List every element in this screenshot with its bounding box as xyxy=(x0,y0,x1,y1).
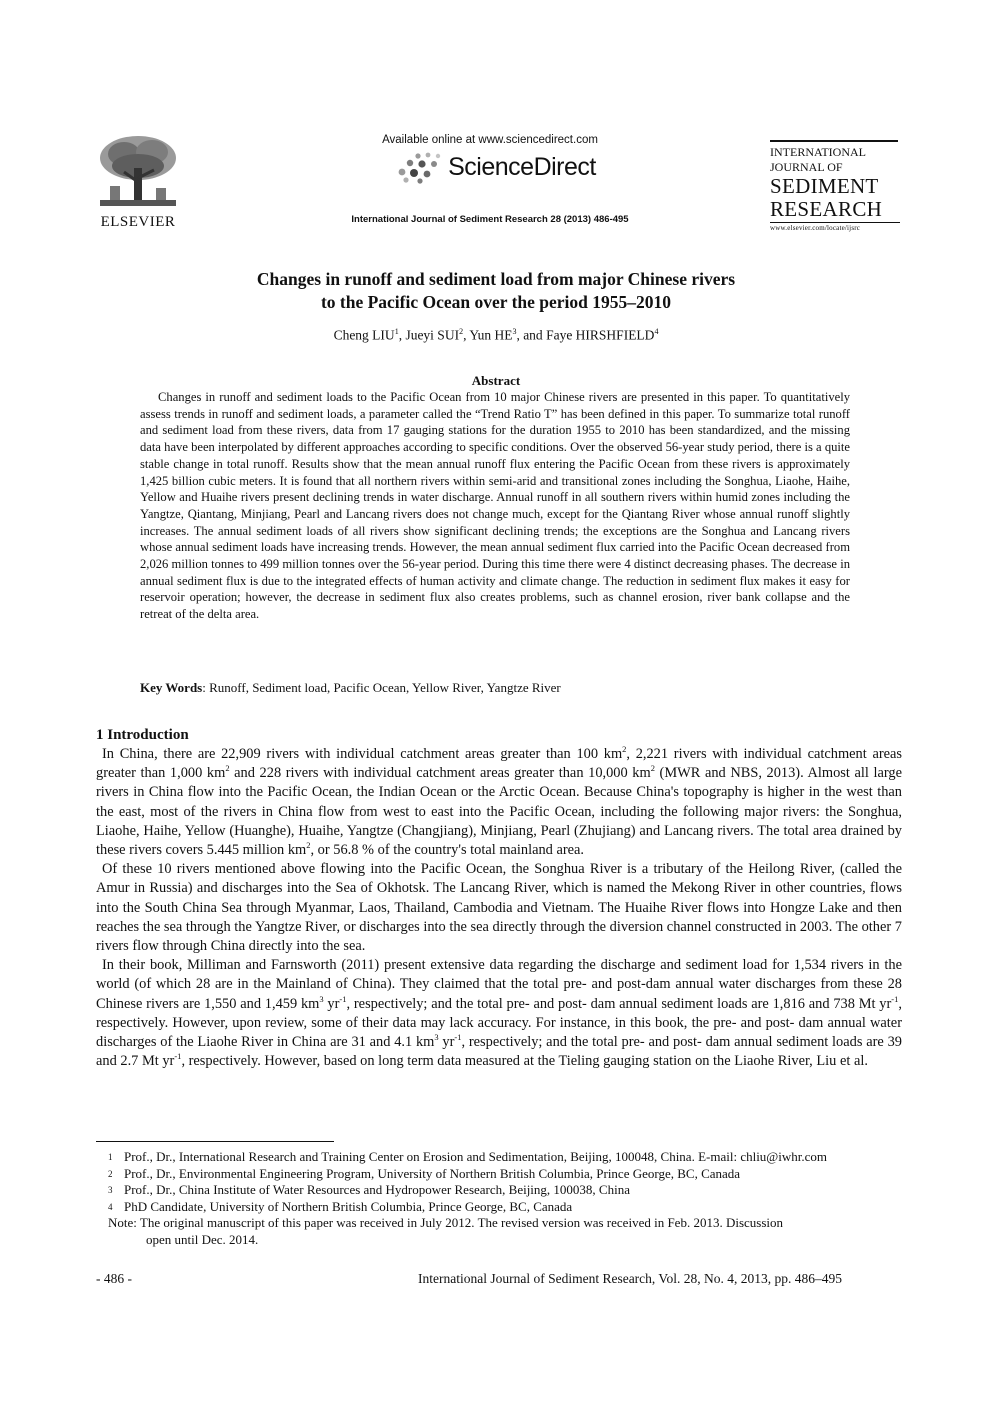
author-affiliation-mark: 3 xyxy=(512,327,517,336)
author-separator: , xyxy=(463,327,470,343)
superscript: 2 xyxy=(622,744,627,755)
superscript: 2 xyxy=(650,763,655,774)
text-run: yr xyxy=(438,1034,455,1051)
manuscript-note: Note: The original manuscript of this paper was received in July 2012. The revised version was received in Feb. 2013. Discussion xyxy=(108,1215,784,1231)
footnote-number: 3 xyxy=(108,1185,113,1196)
text-run: , respectively; and the total pre- and post- dam annual sediment loads are 1,816 and 738 Mt yr xyxy=(346,995,892,1012)
footnote-text: PhD Candidate, University of Northern British Columbia, Prince George, BC, Canada xyxy=(124,1198,573,1214)
author-name: Faye HIRSHFIELD xyxy=(546,327,655,343)
keywords-list: : Runoff, Sediment load, Pacific Ocean, Yellow River, Yangtze River xyxy=(202,680,561,695)
journal-citation: International Journal of Sediment Research, Vol. 28, No. 4, 2013, pp. 486–495 xyxy=(418,1271,842,1286)
paragraph: Of these 10 rivers mentioned above flowing into the Pacific Ocean, the Songhua River is a tributary of the Heilong River, (called the Amur in Russia) and discharges into the Sea of Okhotsk. The Lancang River, which is named the Mekong River in other countries, flows into the South China Sea through Myanmar, Laos, Thailand, Cambodia and Vietnam. The Huaihe River flows into Hongze Lake and then reaches the sea through the Yangtze River, or discharges into the sea directly through the diversion channel constructed in 2003. The other 7 rivers flow through China directly into the sea. xyxy=(96,861,902,955)
author-affiliation-mark: 1 xyxy=(394,327,399,336)
text-run: , respectively. However, upon review, some of their data may lack accuracy. For instance, in this book, the pre- and post- dam annual water discharges of the Liaohe River in China are 31 and 4.1 km xyxy=(96,995,902,1051)
journal-logo-line4: RESEARCH xyxy=(770,197,883,221)
footnote-number: 2 xyxy=(108,1168,113,1179)
text-run: , respectively. However, based on long term data measured at the Tieling gauging station on the Liaohe River, Liu et al. xyxy=(181,1053,868,1070)
manuscript-note-continued: open until Dec. 2014. xyxy=(146,1231,259,1247)
footnote-text: Prof., Dr., China Institute of Water Resources and Hydropower Research, Beijing, 100038, China xyxy=(124,1182,630,1198)
author-separator: , xyxy=(398,327,406,343)
sciencedirect-dots-icon xyxy=(384,150,448,184)
page-number: - 486 - xyxy=(96,1271,132,1286)
superscript: -1 xyxy=(174,1051,182,1062)
footnote-number: 1 xyxy=(108,1152,113,1162)
text-run: , or 56.8 % of the country's total mainland area. xyxy=(310,842,585,859)
elsevier-tree-icon xyxy=(94,132,182,212)
sciencedirect-logo[interactable] xyxy=(330,150,650,184)
keywords xyxy=(140,680,850,696)
sciencedirect-block xyxy=(330,134,650,184)
journal-logo[interactable] xyxy=(770,140,900,232)
sciencedirect-wordmark: ScienceDirect xyxy=(448,152,596,181)
superscript: -1 xyxy=(891,993,899,1004)
text-run: , 2,221 rivers with individual catchment areas greater than 1,000 km xyxy=(96,746,902,782)
title-line-1: Changes in runoff and sediment load from major Chinese rivers xyxy=(256,269,736,289)
superscript: 3 xyxy=(319,993,324,1004)
text-run: , respectively; and the total pre- and post- dam annual sediment loads are 39 and 2.7 Mt yr xyxy=(96,1034,902,1070)
title-line-2: to the Pacific Ocean over the period 1955–2010 xyxy=(320,292,672,312)
footnote-divider xyxy=(96,1141,334,1142)
author-name: Cheng LIU xyxy=(333,327,395,343)
text-run: In their book, Milliman and Farnsworth (2011) present extensive data regarding the discharge and sediment load for 1,534 rivers in the world (of which 28 are in the Mainland of China). They claimed that the total pre- and post-dam annual water discharges from these 28 Chinese rivers are 1,550 and 1,459 km xyxy=(96,957,902,1012)
paragraph xyxy=(96,956,902,1071)
author-separator: , and xyxy=(516,327,547,343)
elsevier-logo[interactable] xyxy=(90,132,186,231)
section-heading-introduction: 1 Introduction xyxy=(96,727,189,743)
abstract-heading: Abstract xyxy=(471,373,521,388)
body-text xyxy=(96,745,902,1071)
footnotes xyxy=(108,1149,898,1249)
footnote xyxy=(108,1182,898,1199)
journal-reference-line: International Journal of Sediment Research 28 (2013) 486-495 xyxy=(351,214,629,225)
author-name: Jueyi SUI xyxy=(405,327,460,343)
text-run: yr xyxy=(323,995,340,1012)
superscript: 3 xyxy=(434,1032,439,1043)
elsevier-wordmark: ELSEVIER xyxy=(100,214,176,230)
superscript: -1 xyxy=(454,1032,462,1043)
footnote xyxy=(108,1199,898,1216)
author-list xyxy=(100,327,892,344)
journal-logo-line3: SEDIMENT xyxy=(770,174,879,198)
abstract-text: Changes in runoff and sediment loads to the Pacific Ocean from 10 major Chinese rivers are presented in this paper. To quantitatively assess trends in runoff and sediment loads, a parameter called the “Trend Ratio T” has been defined in this paper. To summarize total runoff and sediment load from these rivers, data from 17 gauging stations for the duration 1955 to 2010 has been standardized, and the missing data have been interpolated by different approaches according to specific conditions. Over the observed 56-year study period, there is a quite stable change in total runoff. Results show that the mean annual runoff flux entering the Pacific Ocean from these rivers is approximately 1,425 billion cubic meters. It is found that all northern rivers within semi-arid and transitional zones including the Songhua, Liaohe, Haihe, Yellow and Huaihe rivers present declining trends in water discharge. Annual runoff in all southern rivers within humid zones including the Yangtze, Qiantang, Minjiang, Pearl and Lancang rivers does not change much, except for the Qiantang River whose annual runoff slightly increases. The annual sediment loads of all rivers show significant declining trends; the exceptions are the Songhua and Lancang rivers whose annual sediment loads have increasing trends. However, the mean annual sediment flux carried into the Pacific Ocean decreased from 2,026 million tonnes to 499 million tonnes over the 56-year period. During this time there were 4 distinct decreasing phases. The decrease in annual sediment flux is due to the integrated effects of human activity and climate change. The reduction in sediment flux makes it easy for reservoir operation; however, the decrease in sediment flux also creates problems, such as channel erosion, river bank collapse and the retreat of the delta area. xyxy=(140,390,850,622)
keywords-label: Key Words xyxy=(140,680,203,695)
superscript: 2 xyxy=(306,840,311,851)
author-affiliation-mark: 4 xyxy=(654,327,659,336)
paragraph xyxy=(96,745,902,860)
journal-logo-url[interactable]: www.elsevier.com/locate/ijsrc xyxy=(770,222,900,232)
text-run: and 228 rivers with individual catchment areas greater than 10,000 km xyxy=(229,765,651,782)
text-run: In China, there are 22,909 rivers with individual catchment areas greater than 100 km xyxy=(102,746,623,762)
author-name: Yun HE xyxy=(469,327,513,343)
footnote xyxy=(108,1149,898,1166)
journal-logo-line1: INTERNATIONAL xyxy=(770,145,866,159)
footnote-text: Prof., Dr., Environmental Engineering Program, University of Northern British Columbia, Prince George, BC, Canada xyxy=(124,1165,741,1181)
superscript: 2 xyxy=(225,763,230,774)
journal-logo-line2: JOURNAL OF xyxy=(770,160,843,174)
available-online-text[interactable]: Available online at www.sciencedirect.com xyxy=(382,134,598,146)
text-run: (MWR and NBS, 2013). Almost all large rivers in China flow into the Pacific Ocean, the Indian Ocean or the Arctic Ocean. Because China's topography is higher in the west than the east, most of the rivers in China flow from west to east into the Pacific Ocean, including the following major rivers: the Songhua, Liaohe, Haihe, Yellow (Huanghe), Huaihe, Yangtze (Changjiang), Minjiang, Pearl (Zhujiang) and Lancang rivers. The total area drained by these rivers covers 5.445 million km xyxy=(96,765,902,859)
footnote-number: 4 xyxy=(108,1201,113,1212)
superscript: -1 xyxy=(339,993,347,1004)
author-affiliation-mark: 2 xyxy=(459,327,464,336)
article-title xyxy=(100,268,892,314)
footnote-text: Prof., Dr., International Research and Training Center on Erosion and Sedimentation, Beijing, 100048, China. E-mail: chliu@iwhr.com xyxy=(124,1149,828,1164)
journal-logo-rule xyxy=(770,140,898,142)
footnote xyxy=(108,1166,898,1183)
